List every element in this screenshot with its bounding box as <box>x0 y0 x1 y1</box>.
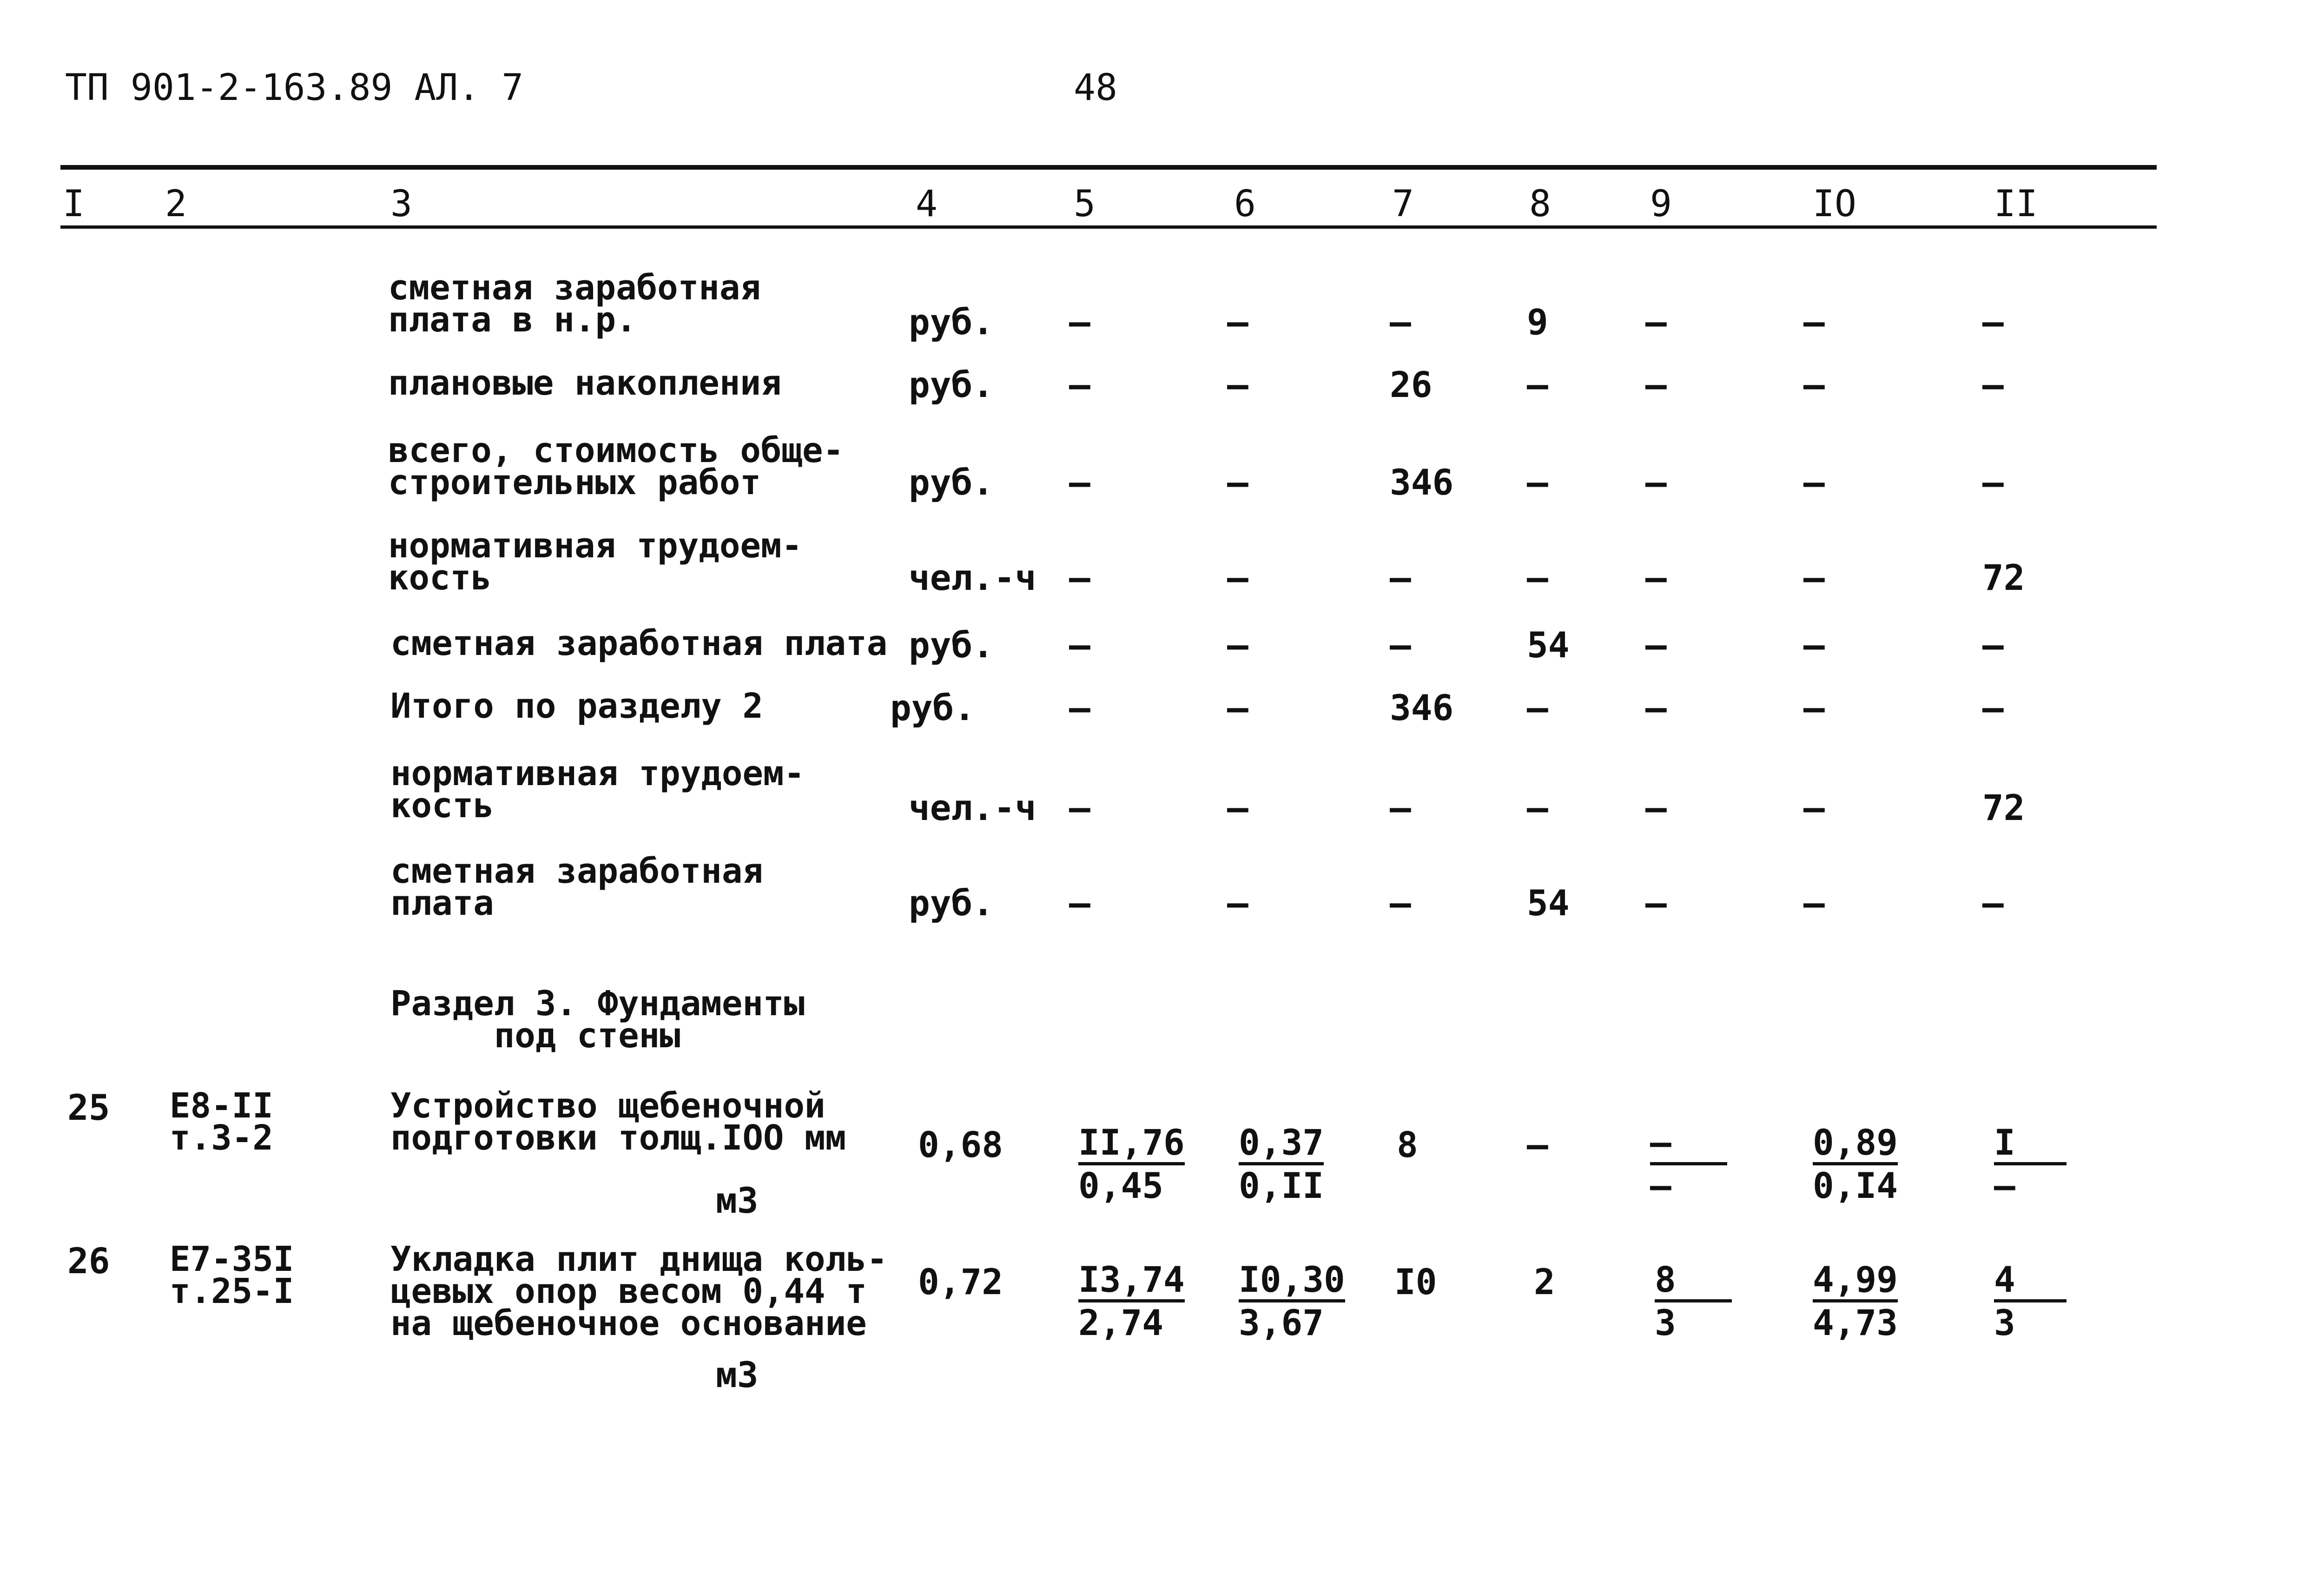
cell-col11: – <box>1982 882 2004 924</box>
cell-col5-fraction <box>1078 1259 1185 1343</box>
table-top-rule <box>60 165 2157 170</box>
cell-col10: – <box>1803 364 1825 405</box>
cell-col10: – <box>1803 301 1825 343</box>
cell-col8: – <box>1527 687 1548 728</box>
cell-col5: – <box>1069 462 1090 503</box>
cell-col9: – <box>1645 687 1667 728</box>
cell-col6: – <box>1227 687 1248 728</box>
row-unit: руб. <box>909 301 994 343</box>
cell-col9: – <box>1645 787 1667 828</box>
row-description: плановые накопления <box>388 363 782 403</box>
cell-col10: – <box>1803 882 1825 924</box>
col-header-4: 4 <box>916 183 938 225</box>
cell-col11-fraction <box>1994 1122 2067 1206</box>
col-header-1: I <box>63 183 85 225</box>
row-description: Итого по разделу 2 <box>390 686 763 726</box>
cell-col5-fraction <box>1078 1122 1185 1206</box>
cell-col9: – <box>1645 462 1667 503</box>
cell-col5: – <box>1069 687 1090 728</box>
cell-col10: – <box>1803 624 1825 666</box>
item-unit: м3 <box>716 1180 759 1221</box>
cell-col5: – <box>1069 787 1090 828</box>
fraction-bottom: 4,73 <box>1813 1302 1898 1343</box>
col-header-5: 5 <box>1074 183 1096 225</box>
fraction-bottom: – <box>1994 1165 2015 1206</box>
cell-col9-fraction <box>1655 1259 1732 1343</box>
cell-col10: – <box>1803 787 1825 828</box>
row-description: нормативная трудоем- кость <box>388 526 803 598</box>
cell-col5: – <box>1069 301 1090 343</box>
row-description: сметная заработная плата <box>390 851 763 923</box>
cell-col9: – <box>1645 882 1667 924</box>
cell-col8: – <box>1527 787 1548 828</box>
cell-col7: 8 <box>1397 1124 1418 1165</box>
cell-col7: – <box>1390 624 1411 666</box>
cell-col11: 72 <box>1982 557 2025 598</box>
cell-col8: – <box>1527 1124 1548 1165</box>
item-description: Укладка плит днища коль- цевых опор весом 0,44 т на щебеночное основание <box>390 1239 888 1343</box>
page-number: 48 <box>1074 67 1117 109</box>
fraction-bottom: 0,I4 <box>1813 1165 1898 1206</box>
cell-col9: – <box>1645 301 1667 343</box>
fraction-bottom: 3 <box>1655 1302 1676 1343</box>
item-code: Е8-II т.3-2 <box>170 1086 273 1158</box>
cell-col6: – <box>1227 301 1248 343</box>
row-description: нормативная трудоем- кость <box>390 754 805 826</box>
cell-col6: – <box>1227 787 1248 828</box>
item-description: Устройство щебеночной подготовки толщ.IOO мм <box>390 1086 846 1158</box>
cell-col6: – <box>1227 882 1248 924</box>
fraction-bottom: 0,II <box>1239 1165 1324 1206</box>
col-header-9: 9 <box>1650 183 1672 225</box>
cell-col5: – <box>1069 557 1090 598</box>
row-unit: руб. <box>909 624 994 666</box>
fraction-top: – <box>1650 1125 1727 1165</box>
row-description: всего, стоимость обще- строительных работ <box>388 430 844 502</box>
cell-col7: 26 <box>1390 364 1433 405</box>
cell-col9-fraction <box>1650 1122 1727 1206</box>
cell-col9: – <box>1645 364 1667 405</box>
row-description: сметная заработная плата в н.р. <box>388 268 761 340</box>
fraction-top: 0,37 <box>1239 1125 1324 1165</box>
fraction-bottom: 2,74 <box>1078 1302 1164 1343</box>
fraction-top: 4,99 <box>1813 1262 1898 1302</box>
cell-col11: – <box>1982 462 2004 503</box>
cell-col7: – <box>1390 301 1411 343</box>
col-header-7: 7 <box>1392 183 1414 225</box>
cell-col8: – <box>1527 557 1548 598</box>
cell-col8: 54 <box>1527 882 1570 924</box>
col-header-8: 8 <box>1529 183 1551 225</box>
fraction-bottom: – <box>1650 1165 1671 1206</box>
row-unit: руб. <box>909 882 994 924</box>
cell-col11-fraction <box>1994 1259 2067 1343</box>
fraction-top: I3,74 <box>1078 1262 1185 1302</box>
cell-col6: – <box>1227 624 1248 666</box>
row-unit: чел.-ч <box>909 787 1037 828</box>
col-header-11: II <box>1994 183 2038 225</box>
item-code: Е7-35I т.25-I <box>170 1239 294 1311</box>
row-unit: руб. <box>909 462 994 503</box>
cell-col6-fraction <box>1239 1122 1324 1206</box>
table-header-rule <box>60 225 2157 229</box>
cell-col7: 346 <box>1390 462 1454 503</box>
cell-col5: – <box>1069 364 1090 405</box>
fraction-top: II,76 <box>1078 1125 1185 1165</box>
cell-col11: – <box>1982 687 2004 728</box>
item-unit: м3 <box>716 1354 759 1395</box>
cell-col10-fraction <box>1813 1259 1898 1343</box>
cell-col7: – <box>1390 882 1411 924</box>
fraction-top: 0,89 <box>1813 1125 1898 1165</box>
cell-col11: – <box>1982 364 2004 405</box>
col-header-2: 2 <box>165 183 187 225</box>
cell-col6: – <box>1227 557 1248 598</box>
document-code: ТП 901-2-163.89 АЛ. 7 <box>65 67 524 109</box>
cell-col11: – <box>1982 624 2004 666</box>
fraction-top: I0,30 <box>1239 1262 1345 1302</box>
cell-col9: – <box>1645 624 1667 666</box>
cell-col10: – <box>1803 687 1825 728</box>
cell-col8: – <box>1527 462 1548 503</box>
fraction-bottom: 3,67 <box>1239 1302 1324 1343</box>
cell-col11: – <box>1982 301 2004 343</box>
row-description: сметная заработная плата <box>390 623 888 663</box>
cell-col11: 72 <box>1982 787 2025 828</box>
row-unit: чел.-ч <box>909 557 1037 598</box>
item-number: 25 <box>67 1087 110 1128</box>
cell-col6: – <box>1227 364 1248 405</box>
section-title: Раздел 3. Фундаменты под стены <box>390 984 805 1056</box>
cell-col10-fraction <box>1813 1122 1898 1206</box>
cell-col8: 54 <box>1527 624 1570 666</box>
fraction-top: 4 <box>1994 1262 2067 1302</box>
fraction-top: I <box>1994 1125 2067 1165</box>
fraction-bottom: 3 <box>1994 1302 2015 1343</box>
cell-col8: 2 <box>1534 1261 1555 1302</box>
col-header-6: 6 <box>1234 183 1256 225</box>
cell-col9: – <box>1645 557 1667 598</box>
cell-col8: – <box>1527 364 1548 405</box>
row-unit: руб. <box>909 364 994 405</box>
cell-col5: – <box>1069 624 1090 666</box>
cell-col6-fraction <box>1239 1259 1345 1343</box>
item-quantity: 0,68 <box>918 1124 1004 1165</box>
col-header-10: IO <box>1813 183 1856 225</box>
cell-col10: – <box>1803 462 1825 503</box>
cell-col8: 9 <box>1527 301 1548 343</box>
row-unit: руб. <box>890 687 976 728</box>
cell-col7: – <box>1390 557 1411 598</box>
cell-col7: – <box>1390 787 1411 828</box>
cell-col6: – <box>1227 462 1248 503</box>
fraction-top: 8 <box>1655 1262 1732 1302</box>
item-quantity: 0,72 <box>918 1261 1004 1302</box>
cell-col7: I0 <box>1394 1261 1437 1302</box>
col-header-3: 3 <box>390 183 412 225</box>
cell-col5: – <box>1069 882 1090 924</box>
fraction-bottom: 0,45 <box>1078 1165 1164 1206</box>
cell-col7: 346 <box>1390 687 1454 728</box>
item-number: 26 <box>67 1240 110 1282</box>
cell-col10: – <box>1803 557 1825 598</box>
